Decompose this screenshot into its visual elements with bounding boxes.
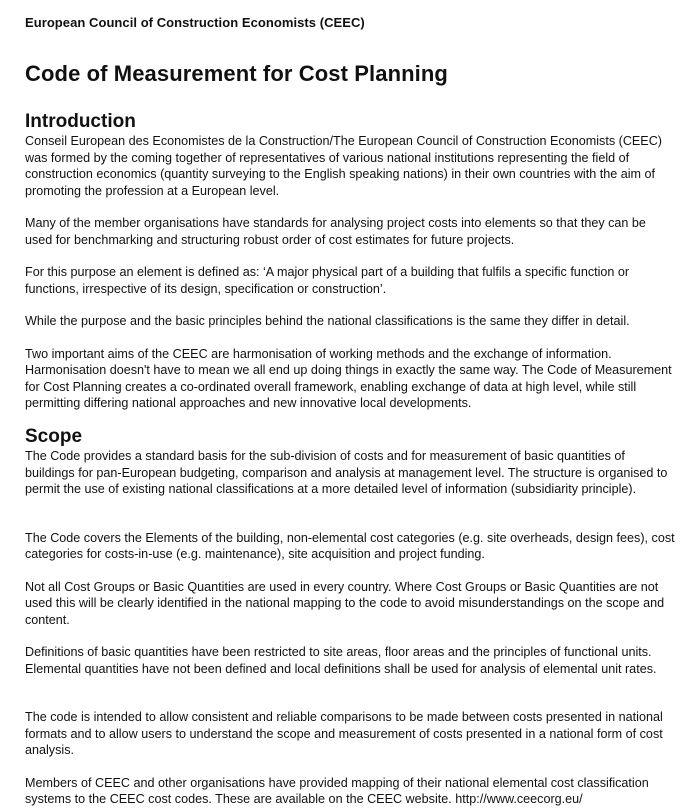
organisation-header: European Council of Construction Economists (CEEC) [25, 15, 365, 30]
introduction-paragraph: Conseil European des Economistes de la Construction/The European Council of Construction Economists (CEEC) was formed by the coming together of representatives of various national institutions representing the field of construction economics (quantity surveying to the English speaking nations) in their own countries with the aim of promoting the profession at a European level. [25, 134, 662, 198]
scope-paragraph: Members of CEEC and other organisations have provided mapping of their national elemental cost classification systems to the CEEC cost codes. These are available on the CEEC website. http://www.ceecorg.eu/ [25, 775, 649, 806]
scope-paragraph: The Code provides a standard basis for the sub-division of costs and for measurement of basic quantities of buildings for pan-European budgeting, comparison and analysis at management level. The structure is organised to permit the use of existing national classifications at a more detailed level of information (subsidiarity principle). [25, 449, 668, 496]
scope-paragraph: Definitions of basic quantities have been restricted to site areas, floor areas and the principles of functional units. Elemental quantities have not been defined and local definitions shall be used for analysis of elemental unit rates. [25, 645, 657, 676]
scope-paragraph: Not all Cost Groups or Basic Quantities are used in every country. Where Cost Groups or Basic Quantities are not used this will be clearly identified in the national mapping to the code to avoid misunderstandings on the scope and content. [25, 579, 665, 627]
introduction-section [25, 111, 675, 412]
introduction-heading: Introduction [25, 111, 136, 132]
introduction-paragraph: For this purpose an element is defined as: ‘A major physical part of a building that fulfils a specific function or functions, irrespective of its design, specification or construction’. [25, 265, 630, 296]
scope-heading: Scope [25, 426, 83, 447]
scope-section [25, 426, 675, 808]
introduction-paragraph: Many of the member organisations have standards for analysing project costs into elements so that they can be used for benchmarking and structuring robust order of cost estimates for future projects. [25, 216, 646, 247]
introduction-paragraph: Two important aims of the CEEC are harmonisation of working methods and the exchange of information. Harmonisation doesn't have to mean we all end up doing things in exactly the same way. The Code of Measurement for Cost Planning creates a co-ordinated overall framework, enabling exchange of data at high level, while still permitting differing national approaches and new innovative local developments. [25, 346, 672, 410]
scope-paragraph: The code is intended to allow consistent and reliable comparisons to be made between costs presented in national formats and to allow users to understand the scope and measurement of costs presented in a national form of cost analysis. [25, 710, 663, 757]
document-title: Code of Measurement for Cost Planning [25, 61, 448, 86]
scope-paragraph: The Code covers the Elements of the building, non-elemental cost categories (e.g. site overheads, design fees), cost categories for costs-in-use (e.g. maintenance), site acquisition and project funding. [25, 530, 675, 561]
introduction-paragraph: While the purpose and the basic principles behind the national classifications is the same they differ in detail. [25, 314, 630, 328]
